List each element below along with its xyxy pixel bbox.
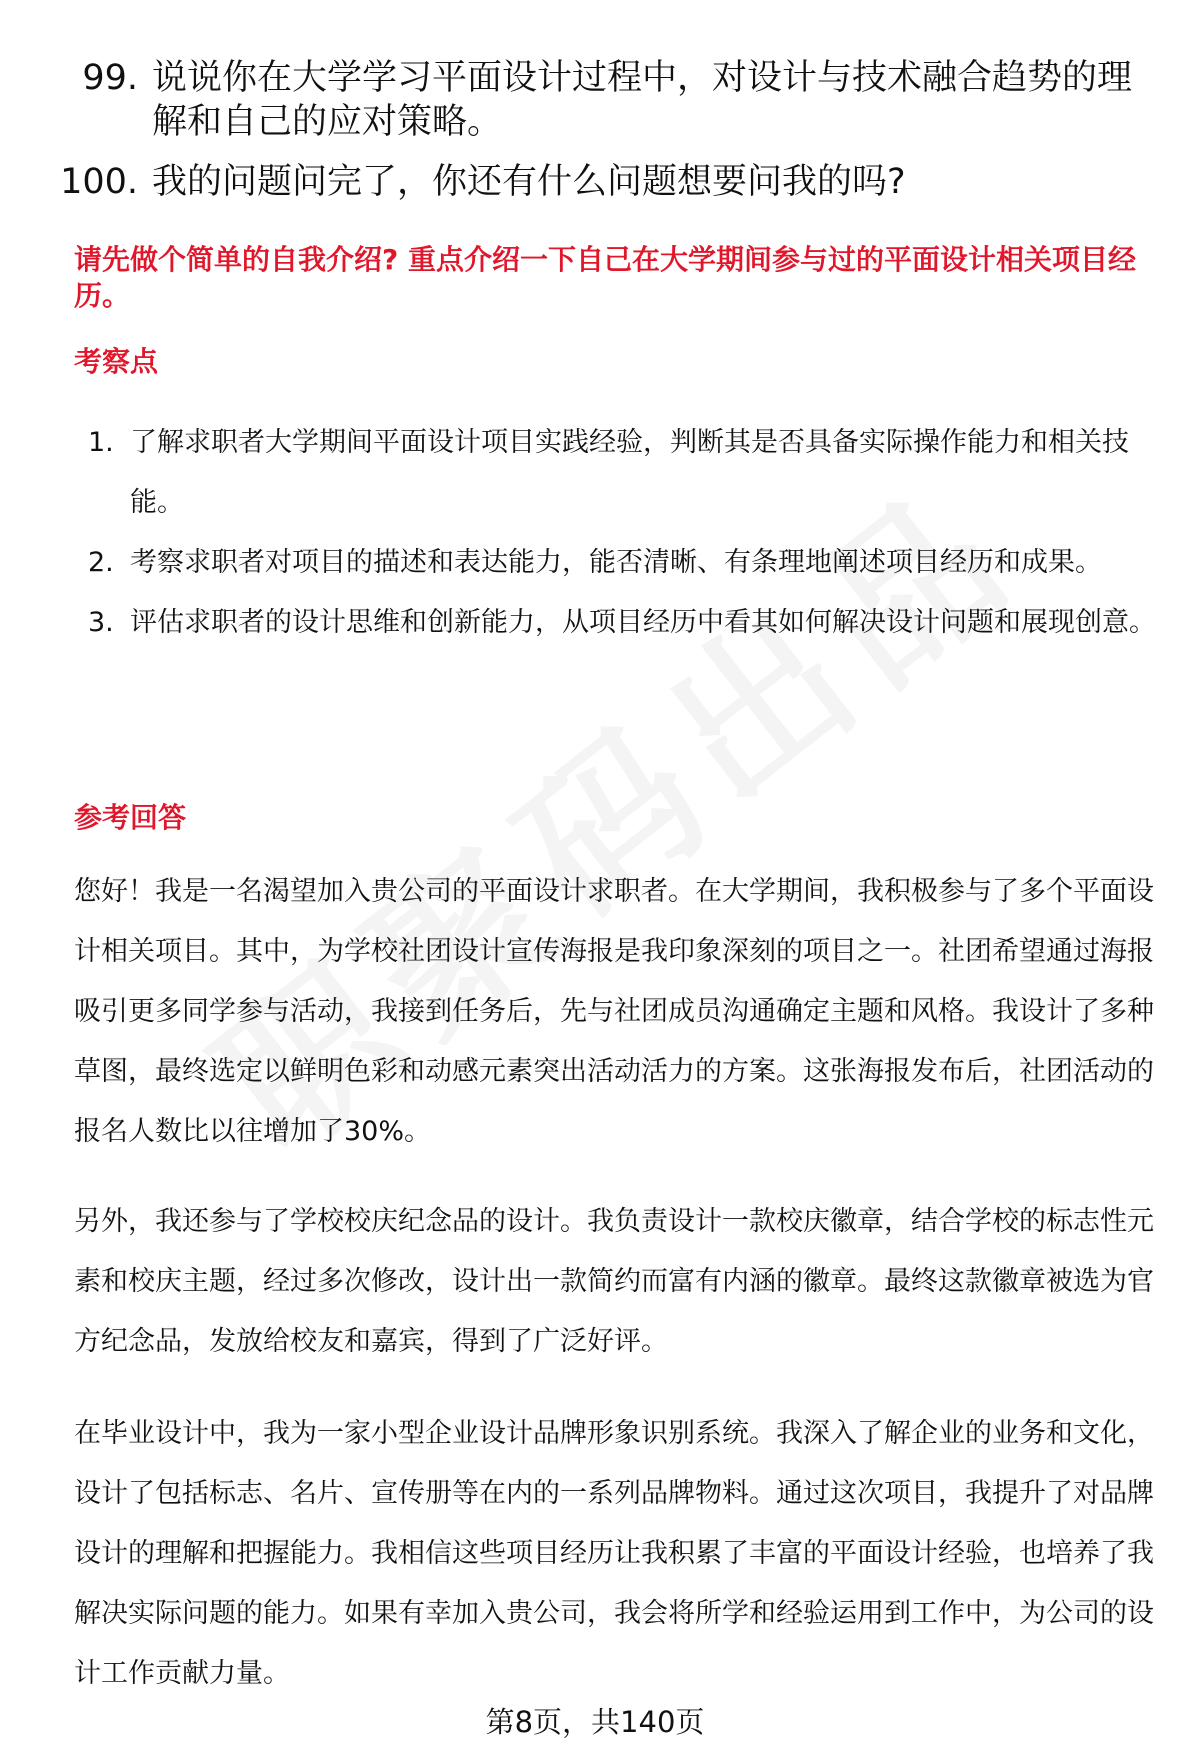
section-title-answer: 参考回答 [74,801,187,834]
list-item-text: 评估求职者的设计思维和创新能力，从项目经历中看其如何解决设计问题和展现创意。 [130,607,1156,638]
list-item [74,413,1164,533]
list-item-number: 1. [88,427,114,458]
answer-paragraph: 您好！我是一名渴望加入贵公司的平面设计求职者。在大学期间，我积极参与了多个平面设计相关项目。其中，为学校社团设计宣传海报是我印象深刻的项目之一。社团希望通过海报吸引更多同学参与活动，我接到任务后，先与社团成员沟通确定主题和风格。我设计了多种草图，最终选定以鲜明色彩和动感元素突出活动活力的方案。这张海报发布后，社团活动的报名人数比以往增加了30%。 [74,876,1154,1147]
highlight-question: 请先做个简单的自我介绍? 重点介绍一下自己在大学期间参与过的平面设计相关项目经历。 [74,243,1136,312]
question-text: 说说你在大学学习平面设计过程中，对设计与技术融合趋势的理解和自己的应对策略。 [152,58,1133,142]
question-number: 100. [60,162,138,202]
answer-paragraph: 另外，我还参与了学校校庆纪念品的设计。我负责设计一款校庆徽章，结合学校的标志性元素和校庆主题，经过多次修改，设计出一款简约而富有内涵的徽章。最终这款徽章被选为官方纪念品，发放给校友和嘉宾，得到了广泛好评。 [74,1206,1154,1357]
question-100 [40,160,1150,204]
section-title-points: 考察点 [74,345,159,378]
list-item-number: 3. [88,607,114,638]
answer-paragraph: 在毕业设计中，我为一家小型企业设计品牌形象识别系统。我深入了解企业的业务和文化，设计了包括标志、名片、宣传册等在内的一系列品牌物料。通过这次项目，我提升了对品牌设计的理解和把握能力。我相信这些项目经历让我积累了丰富的平面设计经验，也培养了我解决实际问题的能力。如果有幸加入贵公司，我会将所学和经验运用到工作中，为公司的设计工作贡献力量。 [74,1418,1154,1689]
list-item-text: 了解求职者大学期间平面设计项目实践经验，判断其是否具备实际操作能力和相关技能。 [130,427,1129,518]
question-number: 99. [82,58,138,98]
list-item [74,593,1164,653]
question-99 [40,56,1150,144]
list-item-number: 2. [88,547,114,578]
list-item [74,533,1164,593]
question-text: 我的问题问完了，你还有什么问题想要问我的吗? [152,162,906,202]
points-list [74,413,1164,653]
page-footer: 第8页，共140页 [485,1705,705,1739]
list-item-text: 考察求职者对项目的描述和表达能力，能否清晰、有条理地阐述项目经历和成果。 [130,547,1102,578]
